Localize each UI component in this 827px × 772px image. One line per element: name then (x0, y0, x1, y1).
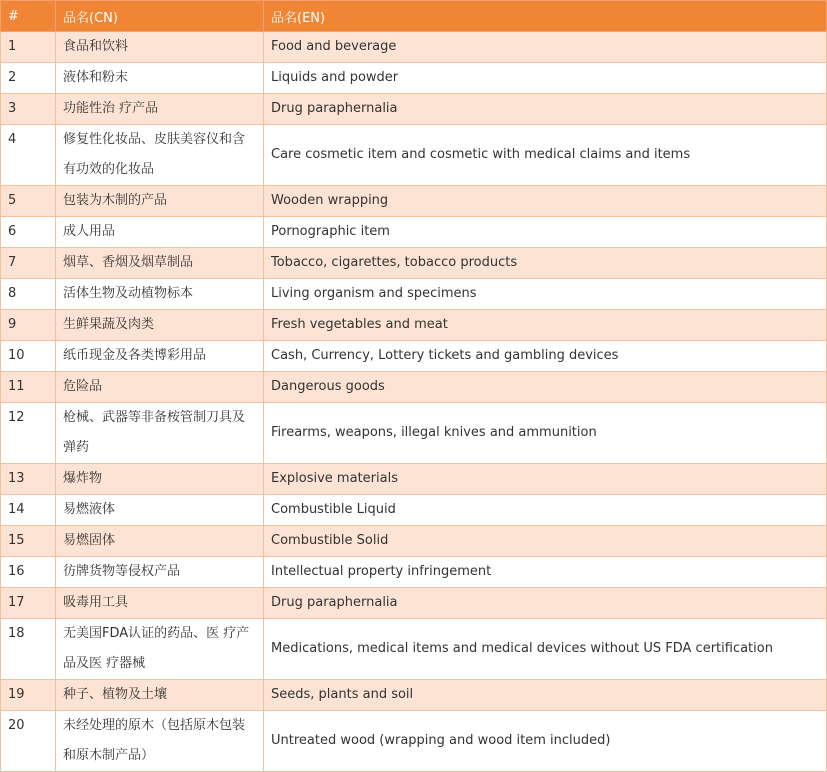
row-number: 3 (1, 94, 56, 125)
item-name-cn: 危险品 (56, 372, 264, 403)
table-row (1, 279, 827, 310)
item-name-en: Explosive materials (264, 464, 827, 495)
row-number: 1 (1, 32, 56, 63)
table-row (1, 588, 827, 619)
item-name-cn: 种子、植物及土壤 (56, 680, 264, 711)
table-row (1, 341, 827, 372)
row-number: 11 (1, 372, 56, 403)
table-row (1, 495, 827, 526)
item-name-cn: 枪械、武器等非备桉管制刀具及弹药 (56, 403, 264, 464)
item-name-en: Combustible Solid (264, 526, 827, 557)
row-number: 18 (1, 619, 56, 680)
item-name-cn: 吸毒用工具 (56, 588, 264, 619)
item-name-en: Cash, Currency, Lottery tickets and gambling devices (264, 341, 827, 372)
item-name-en: Living organism and specimens (264, 279, 827, 310)
item-name-cn: 烟草、香烟及烟草制品 (56, 248, 264, 279)
row-number: 12 (1, 403, 56, 464)
table-body (1, 32, 827, 772)
item-name-cn: 无美国FDA认证的药品、医 疗产品及医 疗器械 (56, 619, 264, 680)
row-number: 2 (1, 63, 56, 94)
table-row (1, 125, 827, 186)
item-name-en: Seeds, plants and soil (264, 680, 827, 711)
item-name-en: Firearms, weapons, illegal knives and ammunition (264, 403, 827, 464)
row-number: 7 (1, 248, 56, 279)
item-name-en: Fresh vegetables and meat (264, 310, 827, 341)
header-name-cn: 品名(CN) (56, 1, 264, 32)
table-row (1, 619, 827, 680)
row-number: 14 (1, 495, 56, 526)
item-name-en: Dangerous goods (264, 372, 827, 403)
row-number: 15 (1, 526, 56, 557)
row-number: 9 (1, 310, 56, 341)
item-name-cn: 修复性化妆品、皮肤美容仪和含有功效的化妆品 (56, 125, 264, 186)
row-number: 4 (1, 125, 56, 186)
row-number: 16 (1, 557, 56, 588)
table-row (1, 680, 827, 711)
row-number: 8 (1, 279, 56, 310)
row-number: 5 (1, 186, 56, 217)
item-name-en: Medications, medical items and medical devices without US FDA certification (264, 619, 827, 680)
item-name-cn: 生鲜果蔬及肉类 (56, 310, 264, 341)
table-row (1, 32, 827, 63)
item-name-cn: 活体生物及动植物标本 (56, 279, 264, 310)
item-name-cn: 纸币现金及各类博彩用品 (56, 341, 264, 372)
item-name-en: Care cosmetic item and cosmetic with medical claims and items (264, 125, 827, 186)
item-name-en: Pornographic item (264, 217, 827, 248)
table-row (1, 217, 827, 248)
table-row (1, 711, 827, 772)
item-name-en: Intellectual property infringement (264, 557, 827, 588)
item-name-cn: 成人用品 (56, 217, 264, 248)
table-row (1, 372, 827, 403)
header-number: # (1, 1, 56, 32)
item-name-cn: 功能性治 疗产品 (56, 94, 264, 125)
row-number: 17 (1, 588, 56, 619)
row-number: 13 (1, 464, 56, 495)
item-name-en: Combustible Liquid (264, 495, 827, 526)
item-name-en: Wooden wrapping (264, 186, 827, 217)
table-row (1, 557, 827, 588)
table-row (1, 526, 827, 557)
item-name-en: Drug paraphernalia (264, 588, 827, 619)
row-number: 20 (1, 711, 56, 772)
item-name-en: Untreated wood (wrapping and wood item included) (264, 711, 827, 772)
table-row (1, 464, 827, 495)
item-name-cn: 爆炸物 (56, 464, 264, 495)
table-row (1, 403, 827, 464)
header-name-en: 品名(EN) (264, 1, 827, 32)
item-name-en: Food and beverage (264, 32, 827, 63)
table-row (1, 310, 827, 341)
item-name-cn: 易燃液体 (56, 495, 264, 526)
item-name-en: Liquids and powder (264, 63, 827, 94)
table-row (1, 63, 827, 94)
row-number: 6 (1, 217, 56, 248)
item-name-cn: 食品和饮料 (56, 32, 264, 63)
item-name-en: Tobacco, cigarettes, tobacco products (264, 248, 827, 279)
item-name-cn: 包装为木制的产品 (56, 186, 264, 217)
item-name-cn: 液体和粉末 (56, 63, 264, 94)
item-name-cn: 未经处理的原木（包括原木包装和原木制产品） (56, 711, 264, 772)
table-row (1, 94, 827, 125)
row-number: 10 (1, 341, 56, 372)
table-header-row (1, 1, 827, 32)
item-name-cn: 彷牌货物等侵权产品 (56, 557, 264, 588)
table-row (1, 186, 827, 217)
item-name-en: Drug paraphernalia (264, 94, 827, 125)
row-number: 19 (1, 680, 56, 711)
table-row (1, 248, 827, 279)
item-name-cn: 易燃固体 (56, 526, 264, 557)
